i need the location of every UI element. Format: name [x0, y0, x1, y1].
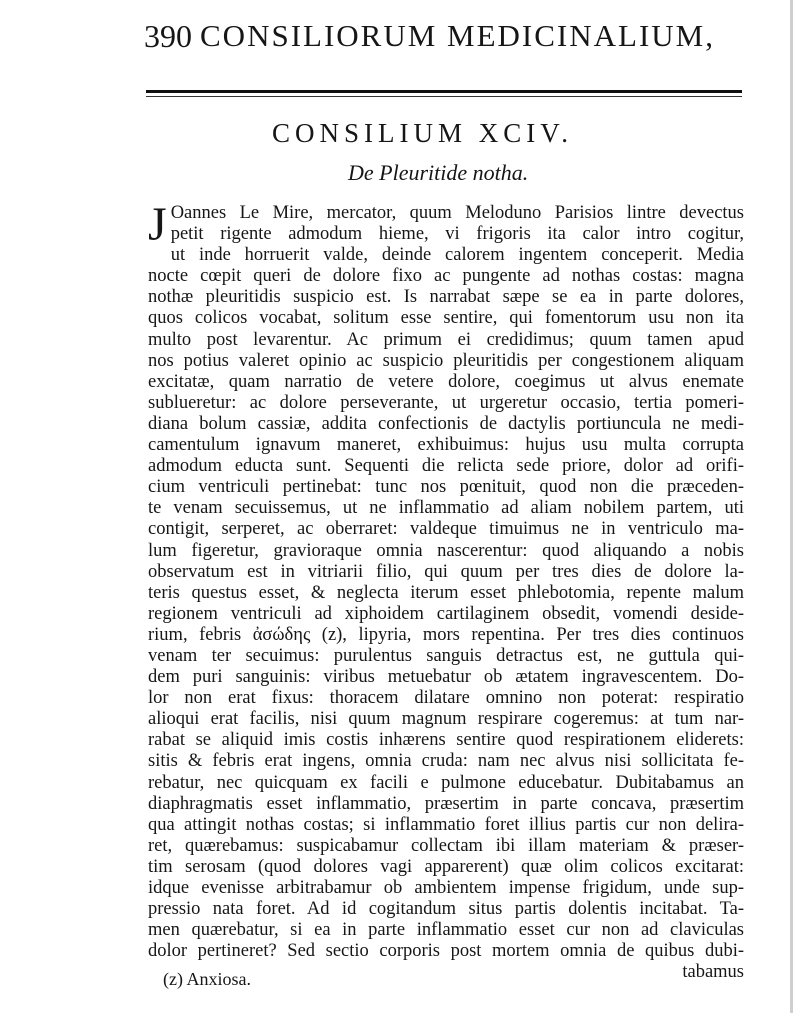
drop-cap: J — [148, 198, 167, 251]
text-line: observatum est in vitriarii filio, qui quum per tres dies de dolore la- — [148, 561, 744, 582]
text-line: ret, quærebamus: suspicabamur collectam ibi illam materiam & præser- — [148, 835, 744, 856]
text-line: te venam secuissemus, ut ne inflammatio ad aliam nobilem partem, uti — [148, 498, 744, 519]
text-line: nos potius valeret opinio ac suspicio pleuritidis per congestionem aliquam — [148, 350, 744, 371]
page-number: 390 — [144, 18, 192, 54]
text-line: rebatur, nec quicquam ex facili e pulmone educebatur. Dubitabamus an — [148, 772, 744, 793]
text-line: nothæ pleuritidis suspicio est. Is narrabat sæpe se ea in parte dolores, — [148, 287, 744, 308]
text-line: admodum educta sunt. Sequenti die relicta sede priore, dolor ad orifi- — [148, 456, 744, 477]
text-line: Oannes Le Mire, mercator, quum Meloduno Parisios lintre devectus — [170, 203, 744, 223]
text-line: nocte cœpit queri de dolore fixo ac pungente ad nothas costas: magna — [148, 266, 744, 287]
text-line: petit rigente admodum hieme, vi frigoris ita calor intro cogitur, — [170, 224, 744, 245]
text-line: sitis & febris erat ingens, omnia cruda: nam nec alvus nisi sollicitata fe- — [148, 751, 744, 772]
text-line: sublueretur: ac dolore perseverante, ut urgeretur occasio, tertia pomeri- — [148, 392, 744, 413]
text-line: men quærebatur, si ea in parte inflammatio esset cur non ad claviculas — [148, 920, 744, 941]
text-line: tim serosam (quod dolores vagi apparerent) quæ olim colicos excitarat: — [148, 856, 744, 877]
text-line: excitatæ, quam narratio de vetere dolore, coegimus ut alvus enemate — [148, 371, 744, 392]
text-line: camentulum ignavum maneret, exhibuimus: hujus usu multa corrupta — [148, 435, 744, 456]
footnote: (z) Anxiosa. — [163, 969, 251, 989]
text-line: venam ter secuimus: purulentus sanguis detractus est, ne guttula qui- — [148, 645, 744, 666]
text-line: pressio nata foret. Ad id cogitandum situs partis dolentis incitabat. Ta- — [148, 899, 744, 920]
text-line: ut inde horruerit valde, deinde calorem ingentem conceperit. Media — [170, 245, 744, 266]
text-line: diaphragmatis esset inflammatio, præsertim in parte concava, præsertim — [148, 793, 744, 814]
text-line: qua attingit nothas costas; si inflammatio foret illius partis cur non delira- — [148, 814, 744, 835]
page-edge-shadow — [790, 0, 793, 1013]
text-line: dem puri sanguinis: viribus metuebatur ob ætatem ingravescentem. Do- — [148, 667, 744, 688]
header-rule — [146, 90, 742, 93]
text-line: multo post levarentur. Ac primum ei credidimus; quum tamen apud — [148, 329, 744, 350]
text-line: contigit, serperet, ac oberraret: valdeque timuimus ne in ventriculo ma- — [148, 519, 744, 540]
text-line: cium ventriculi pertinebat: tunc nos pœnituit, quod non die præceden- — [148, 477, 744, 498]
text-line: lor non erat fixus: thoracem dilatare omnino non poterat: respiratio — [148, 688, 744, 709]
running-title: CONSILIORUM MEDICINALIUM, — [200, 18, 715, 53]
text-line: regionem ventriculi ad xiphoidem cartilaginem obsedit, vomendi deside- — [148, 603, 744, 624]
text-line: alioqui erat facilis, nisi quum magnum respirare cogeremus: at tum nar- — [148, 709, 744, 730]
header-rule-thin — [146, 96, 742, 97]
text-line: quos colicos vocabat, solitum esse sentire, qui fomentorum usu non ita — [148, 308, 744, 329]
catchword: tabamus — [682, 962, 744, 983]
text-line: lum figeretur, gravioraque omnia nascerentur: quod aliquando a nobis — [148, 540, 744, 561]
text-line: rabat se aliquid imis costis inhærens sentire quod respirationem eliderets: — [148, 730, 744, 751]
chapter-subheading: De Pleuritide notha. — [348, 160, 529, 185]
text-line: teris questus esset, & neglecta iterum esset phlebotomia, repente malum — [148, 582, 744, 603]
text-line: rium, febris ἀσώδης (z), lipyria, mors repentina. Per tres dies continuos — [148, 624, 744, 645]
text-line: idque evenisse arbitrabamur ob ambientem impense frigidum, unde sup- — [148, 878, 744, 898]
text-line: dolor pertineret? Sed sectio corporis post mortem omnia de quibus dubi- — [148, 941, 744, 962]
chapter-heading: CONSILIUM XCIV. — [272, 118, 574, 148]
text-line: diana bolum cassiæ, addita confectionis de dactylis portiuncula ne medi- — [148, 413, 744, 434]
body-text — [148, 198, 744, 983]
